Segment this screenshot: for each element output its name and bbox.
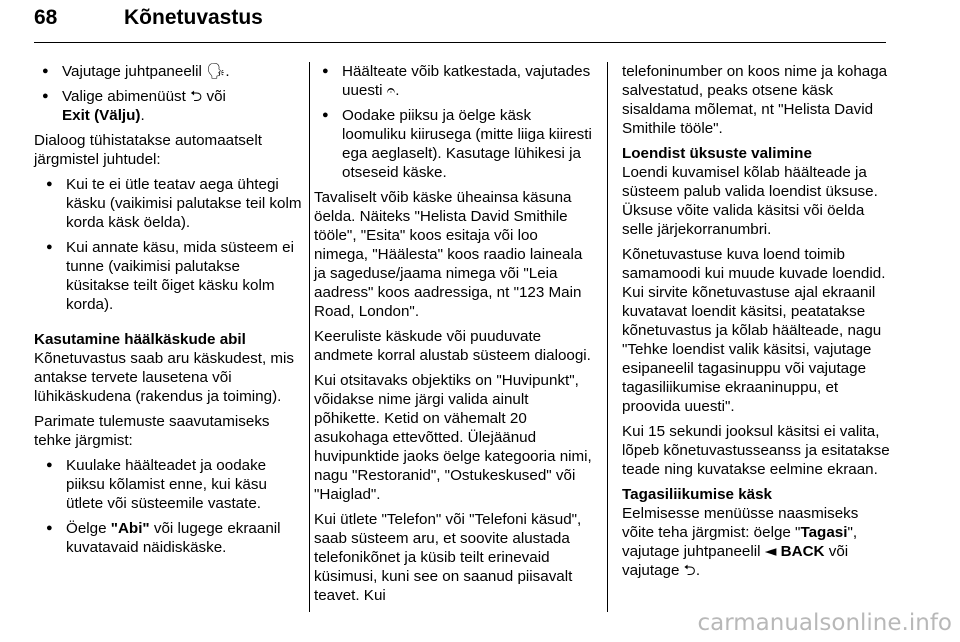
subheading: Tagasiliikumise käsk [622, 486, 772, 503]
list-item: ● Vajutage juhtpaneelil 🗣. [34, 62, 302, 81]
paragraph: Parimate tulemuste saavutamiseks tehke järgmist: [34, 413, 270, 449]
tips-list-continued [314, 62, 592, 182]
watermark: carmanualsonline.info [697, 610, 952, 636]
subheading: Kasutamine häälkäskude abil [34, 331, 246, 348]
list-item: ● Öelge "Abi" või lugege ekraanil kuvatavaid näidiskäske. [34, 519, 302, 557]
header-divider [34, 42, 886, 43]
column-3 [622, 62, 890, 586]
page-header [34, 6, 886, 46]
paragraph: Eelmisesse menüüsse naasmiseks võite teha järgmist: öelge "Tagasi", vajutage juhtpaneelil ◄ BACK või vajutage ⮌. [622, 505, 859, 579]
column-1 [34, 62, 302, 563]
list-item: ● Häälteate võib katkestada, vajutades uuesti 𝄐. [314, 62, 592, 100]
left-arrow-icon: ◄ [764, 542, 777, 560]
paragraph: Kõnetuvastus saab aru käskudest, mis antakse tervete lausetena või lühikäskudena (rakendus ja toiming). [34, 350, 295, 405]
instruction-list [34, 62, 302, 125]
paragraph: Kui otsitavaks objektiks on "Huvipunkt", võidakse nime järgi valida ainult põhikette. Ketid on vähemalt 20 asukohaga ettevõtted. Ülejäänud huvipunktide jaoks öelge kategooria nimi, nagu "Restoranid", "Ostukeskused" või "Haiglad". [314, 372, 592, 503]
subheading: Loendist üksuste valimine [622, 145, 812, 162]
column-2 [314, 62, 592, 611]
paragraph: Keeruliste käskude või puuduvate andmete korral alustab süsteem dialoogi. [314, 328, 591, 364]
list-item: ● Kuulake häälteadet ja oodake piiksu kõlamist enne, kui käsu ütlete või süsteemile vastate. [34, 456, 302, 513]
column-divider-1 [309, 62, 310, 612]
paragraph: telefoninumber on koos nime ja kohaga salvestatud, peaks otsene käsk sisaldama mõlemat, nt "Helista David Smithile tööle". [622, 63, 888, 137]
back-icon: ⮌ [683, 561, 696, 579]
page-number: 68 [34, 6, 58, 29]
cancel-conditions-list [34, 175, 302, 314]
paragraph: Dialoog tühistatakse automaatselt järgmistel juhtudel: [34, 132, 262, 168]
column-divider-2 [607, 62, 608, 612]
tips-list [34, 456, 302, 557]
list-item: ● Kui annate käsu, mida süsteem ei tunne (vaikimisi palutakse küsitakse teilt õiget käsku kolm korda). [34, 238, 302, 314]
back-icon: ⮌ [190, 87, 203, 105]
section-title: Kõnetuvastus [124, 6, 263, 29]
list-item: ● Oodake piiksu ja öelge käsk loomuliku kiirusega (mitte liiga kiiresti ega aeglaselt). Kasutage lühikesi ja otseseid käske. [314, 106, 592, 182]
list-item: ● Kui te ei ütle teatav aega ühtegi käsku (vaikimisi palutakse teil kolm korda käsk öelda). [34, 175, 302, 232]
paragraph: Kui 15 sekundi jooksul käsitsi ei valita, lõpeb kõnetuvastusseanss ja esitatakse teade ning kuvatakse eelmine ekraan. [622, 423, 890, 478]
paragraph: Kui ütlete "Telefon" või "Telefoni käsud", saab süsteem aru, et soovite alustada telefonikõnet ja küsib teilt erinevaid küsimusi, kuni see on saanud piisavalt teavet. Kui [314, 511, 582, 604]
paragraph: Kõnetuvastuse kuva loend toimib samamoodi kui muude kuvade loendid. Kui sirvite kõnetuvastuse ajal ekraanil kuvatavat loendit käsitsi, peatatakse kõnetuvastus ja kõlab häälteade, nagu "Tehke loendist valik käsitsi, vajutage esipaneelil tagasinuppu või vajutage tagasiliikumise ekraaninuppu, et proovida uuesti". [622, 246, 886, 415]
voice-icon: 🗣 [206, 62, 226, 80]
paragraph: Loendi kuvamisel kõlab häälteade ja süsteem palub valida loendist üksuse. Üksuse võite valida käsitsi või öelda selle järjekorranumbri. [622, 164, 878, 238]
list-item: ● Valige abimenüüst ⮌ või Exit (Välju). [34, 87, 302, 125]
mute-icon: 𝄐 [386, 81, 396, 99]
paragraph: Tavaliselt võib käske üheainsa käsuna öelda. Näiteks "Helista David Smithile tööle", "Esita" koos esitaja või loo nimega, "Häälesta" koos raadio laineala ja sageduse/jaama nimega või "Leia aadress" koos aadressiga, nt "123 Main Road, London". [314, 189, 583, 320]
